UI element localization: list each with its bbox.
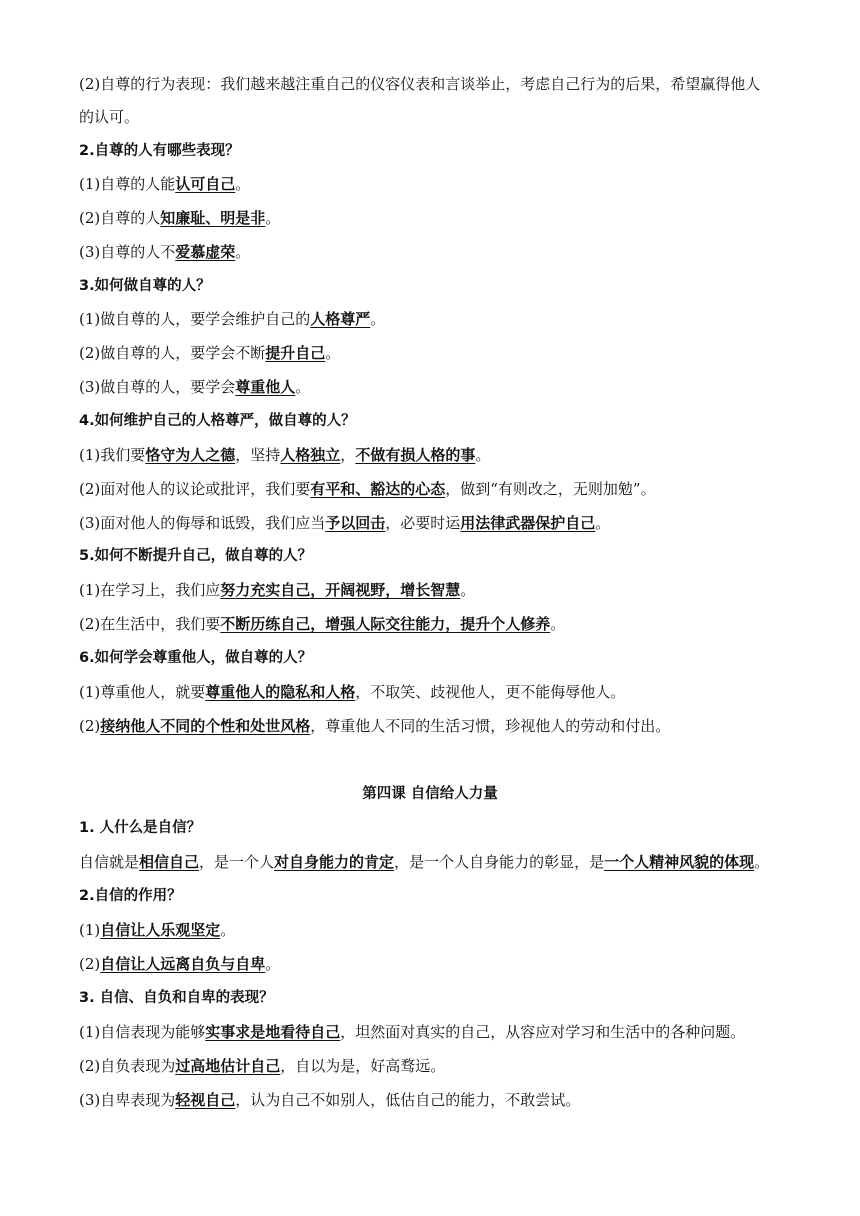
text-segment: ，是一个人: [199, 853, 275, 871]
text-segment: 。: [265, 209, 281, 227]
text-segment: 。: [235, 243, 251, 261]
text-segment: (2)自尊的行为表现：我们越来越注重自己的仪容仪表和言谈举止，考虑自己行为的后果，希望赢得他人: [79, 75, 761, 93]
list-item: [79, 444, 800, 466]
key-phrase: 不断历练自己，增强人际交往能力，提升个人修养: [220, 615, 551, 633]
key-phrase: 尊重他人的隐私和人格: [205, 683, 356, 701]
key-phrase: 提升自己: [265, 344, 326, 362]
text-segment: ，是一个人自身能力的彰显，是: [394, 853, 605, 871]
text-segment: 第四课 自信给人力量: [362, 786, 498, 802]
text-segment: 。: [595, 514, 611, 532]
text-segment: (2): [79, 717, 101, 735]
text-segment: (1)尊重他人，就要: [79, 683, 206, 701]
text-segment: 5.如何不断提升自己，做自尊的人？: [79, 548, 313, 564]
list-item: [79, 512, 800, 534]
text-segment: 3.如何做自尊的人？: [79, 278, 211, 294]
text-segment: 。: [220, 921, 236, 939]
text-segment: ，坦然面对真实的自己，从容应对学习和生活中的各种问题。: [340, 1023, 746, 1041]
text-segment: 。: [550, 615, 566, 633]
text-segment: 。: [295, 378, 311, 396]
question-heading: [79, 140, 800, 162]
text-segment: 。: [235, 175, 251, 193]
text-segment: ，: [340, 446, 356, 464]
text-segment: 自信就是: [79, 853, 140, 871]
list-item: [79, 1021, 800, 1043]
list-item: [79, 613, 800, 635]
key-phrase: 自信让人远离自负与自卑: [100, 955, 266, 973]
text-segment: (2): [79, 955, 101, 973]
text-segment: 的认可。: [79, 108, 140, 126]
key-phrase: 自信让人乐观坚定: [100, 921, 221, 939]
text-segment: 。: [265, 955, 281, 973]
text-segment: (3)自卑表现为: [79, 1091, 176, 1109]
text-segment: (1)在学习上，我们应: [79, 581, 221, 599]
text-segment: 。: [754, 853, 770, 871]
text-segment: (2)做自尊的人，要学会不断: [79, 344, 266, 362]
question-heading: [79, 817, 800, 839]
text-segment: ，做到“有则改之，无则加勉”。: [445, 480, 656, 498]
text-segment: 1. 人什么是自信？: [79, 820, 202, 836]
list-item: [79, 308, 800, 330]
key-phrase: 努力充实自己，开阔视野，增长智慧: [220, 581, 461, 599]
text-segment: ，不取笑、歧视他人，更不能侮辱他人。: [355, 683, 626, 701]
question-heading: [79, 545, 800, 567]
text-segment: 6.如何学会尊重他人，做自尊的人？: [79, 650, 313, 666]
key-phrase: 相信自己: [139, 853, 200, 871]
key-phrase: 实事求是地看待自己: [205, 1023, 341, 1041]
text-segment: (2)自尊的人: [79, 209, 161, 227]
text-segment: 4.如何维护自己的人格尊严，做自尊的人？: [79, 413, 356, 429]
list-item: [79, 715, 800, 737]
key-phrase: 不做有损人格的事: [355, 446, 476, 464]
text-segment: (2)面对他人的议论或批评，我们要: [79, 480, 311, 498]
key-phrase: 过高地估计自己: [175, 1057, 281, 1075]
key-phrase: 予以回击: [325, 514, 386, 532]
text-segment: (3)自尊的人不: [79, 243, 176, 261]
list-item: [79, 919, 800, 941]
text-segment: 2.自信的作用？: [79, 888, 182, 904]
text-segment: (2)自负表现为: [79, 1057, 176, 1075]
question-heading: [79, 987, 800, 1009]
text-segment: 。: [460, 581, 476, 599]
text-segment: 。: [475, 446, 491, 464]
list-item: [79, 478, 800, 500]
question-heading: [79, 275, 800, 297]
list-item: [79, 342, 800, 364]
list-item: [79, 376, 800, 398]
list-item: [79, 207, 800, 229]
text-segment: (1)自信表现为能够: [79, 1023, 206, 1041]
text-segment: 。: [325, 344, 341, 362]
key-phrase: 接纳他人不同的个性和处世风格: [100, 717, 311, 735]
text-segment: ，尊重他人不同的生活习惯，珍视他人的劳动和付出。: [310, 717, 671, 735]
text-segment: 2.自尊的人有哪些表现？: [79, 143, 240, 159]
key-phrase: 一个人精神风貌的体现: [604, 853, 755, 871]
key-phrase: 爱慕虚荣: [175, 243, 236, 261]
list-item: [79, 241, 800, 263]
key-phrase: 人格独立: [280, 446, 341, 464]
key-phrase: 尊重他人: [235, 378, 296, 396]
text-segment: (1)自尊的人能: [79, 175, 176, 193]
text-segment: (3)面对他人的侮辱和诋毁，我们应当: [79, 514, 326, 532]
text-segment: (1): [79, 921, 101, 939]
paragraph-continuation: [79, 106, 800, 128]
question-heading: [79, 885, 800, 907]
key-phrase: 认可自己: [175, 175, 236, 193]
text-segment: ，认为自己不如别人，低估自己的能力，不敢尝试。: [235, 1091, 581, 1109]
key-phrase: 知廉耻、明是非: [160, 209, 266, 227]
text-segment: 3. 自信、自负和自卑的表现？: [79, 990, 274, 1006]
question-heading: [79, 647, 800, 669]
list-item: [79, 579, 800, 601]
text-segment: ，自以为是，好高骛远。: [280, 1057, 446, 1075]
paragraph-self-respect-behavior: [79, 73, 800, 95]
text-segment: 。: [370, 310, 386, 328]
key-phrase: 对自身能力的肯定: [274, 853, 395, 871]
key-phrase: 恪守为人之德: [145, 446, 236, 464]
text-segment: (1)做自尊的人，要学会维护自己的: [79, 310, 311, 328]
list-item: [79, 1055, 800, 1077]
key-phrase: 轻视自己: [175, 1091, 236, 1109]
lesson-heading: [0, 783, 860, 805]
list-item: [79, 681, 800, 703]
key-phrase: 人格尊严: [310, 310, 371, 328]
list-item: [79, 1089, 800, 1111]
question-heading: [79, 410, 800, 432]
paragraph-definition: [79, 851, 820, 873]
text-segment: (3)做自尊的人，要学会: [79, 378, 236, 396]
list-item: [79, 173, 800, 195]
key-phrase: 有平和、豁达的心态: [310, 480, 446, 498]
list-item: [79, 953, 800, 975]
key-phrase: 用法律武器保护自己: [460, 514, 596, 532]
text-segment: (2)在生活中，我们要: [79, 615, 221, 633]
text-segment: (1)我们要: [79, 446, 146, 464]
text-segment: ，必要时运: [385, 514, 461, 532]
text-segment: ，坚持: [235, 446, 281, 464]
